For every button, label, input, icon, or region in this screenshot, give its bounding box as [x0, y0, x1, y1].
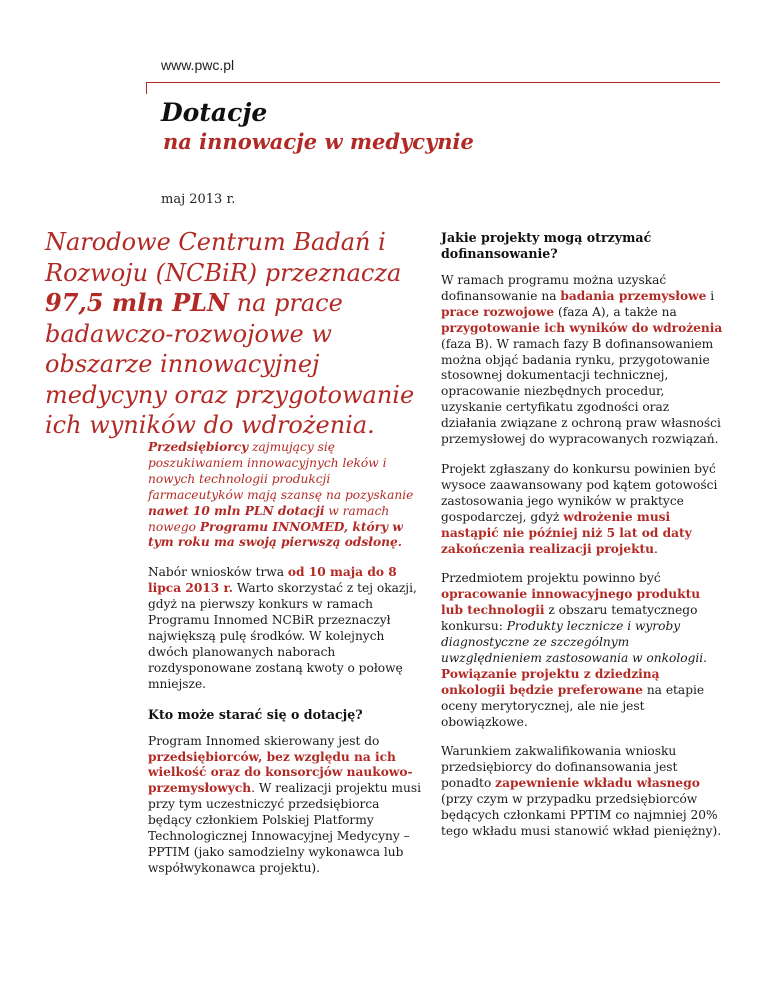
website-url[interactable]: www.pwc.pl — [161, 57, 235, 73]
header-rule — [146, 82, 720, 83]
who-paragraph: Program Innomed skierowany jest do przedsiębiorców, bez względu na ich wielkość oraz do konsorcjów naukowo-przemysłowych. W realizacji projektu musi przy tym uczestniczyć przedsiębiorca będący członkiem Polskiej Platformy Technologicznej Innowacyjnej Medycyny – PPTIM (jako samodzielny wykonawca lub współwykonawca projektu). — [148, 733, 421, 875]
left-column — [148, 440, 424, 891]
subject-paragraph: Przedmiotem projektu powinno być opracowanie innowacyjnego produktu lub technologii z obszaru tematycznego konkursu: Produkty lecznicze i wyroby diagnostyczne ze szczególnym uwzględnieniem zastosowania w onkologii. Powiązanie projektu z dziedziną onkologii będzie preferowane na etapie oceny merytorycznej, ale nie jest obowiązkowe. — [441, 571, 708, 729]
readiness-paragraph: Projekt zgłaszany do konkursu powinien być wysoce zaawansowany pod kątem gotowości zastosowania jego wyników w praktyce gospodarczej, gdyż wdrożenie musi nastąpić nie później niż 5 lat od daty zakończenia realizacji projektu. — [441, 461, 718, 556]
document-subtitle: na innowacje w medycynie — [163, 129, 474, 154]
intro-paragraph: Przedsiębiorcy zajmujący się poszukiwaniem innowacyjnych leków i nowych technologii produkcji farmaceutyków mają szansę na pozyskanie nawet 10 mln PLN dotacji w ramach nowego Programu INNOMED, który w tym roku ma swoją pierwszą odsłonę. — [148, 440, 414, 550]
document-title: Dotacje — [161, 98, 268, 127]
funding-scope-paragraph: W ramach programu można uzyskać dofinansowanie na badania przemysłowe i prace rozwojowe (faza A), a także na przygotowanie ich wyników do wdrożenia (faza B). W ramach fazy B dofinansowaniem można objąć badania rynku, przygotowanie stosownej dokumentacji technicznej, opracowanie niezbędnych procedur, uzyskanie certyfikatu zgodności oraz działania związane z ochroną praw własności przemysłowej do wypracowanych rozwiązań. — [441, 273, 723, 447]
nabor-paragraph: Nabór wniosków trwa od 10 maja do 8 lipca 2013 r. Warto skorzystać z tej okazji, gdyż na pierwszy konkurs w ramach Programu Innomed NCBiR przeznaczył największą pulę środków. W kolejnych dwóch planowanych naborach rozdysponowane zostaną kwoty o połowę mniejsze. — [148, 565, 417, 691]
who-heading: Kto może starać się o dotację? — [148, 706, 363, 722]
right-column — [441, 230, 723, 854]
publication-date: maj 2013 r. — [161, 192, 236, 207]
projects-heading: Jakie projekty mogą otrzymać dofinansowanie? — [441, 230, 652, 261]
header-rule-tick — [146, 82, 147, 94]
lead-paragraph: Narodowe Centrum Badań i Rozwoju (NCBiR) przeznacza 97,5 mln PLN na prace badawczo-rozwojowe w obszarze innowacyjnej medycyny oraz przygotowanie ich wyników do wdrożenia. — [45, 228, 415, 439]
own-contribution-paragraph: Warunkiem zakwalifikowania wniosku przedsiębiorcy do dofinansowania jest ponadto zapewnienie wkładu własnego (przy czym w przypadku przedsiębiorców będących członkami PPTIM co najmniej 20% tego wkładu musi stanowić wkład pieniężny). — [441, 744, 722, 838]
